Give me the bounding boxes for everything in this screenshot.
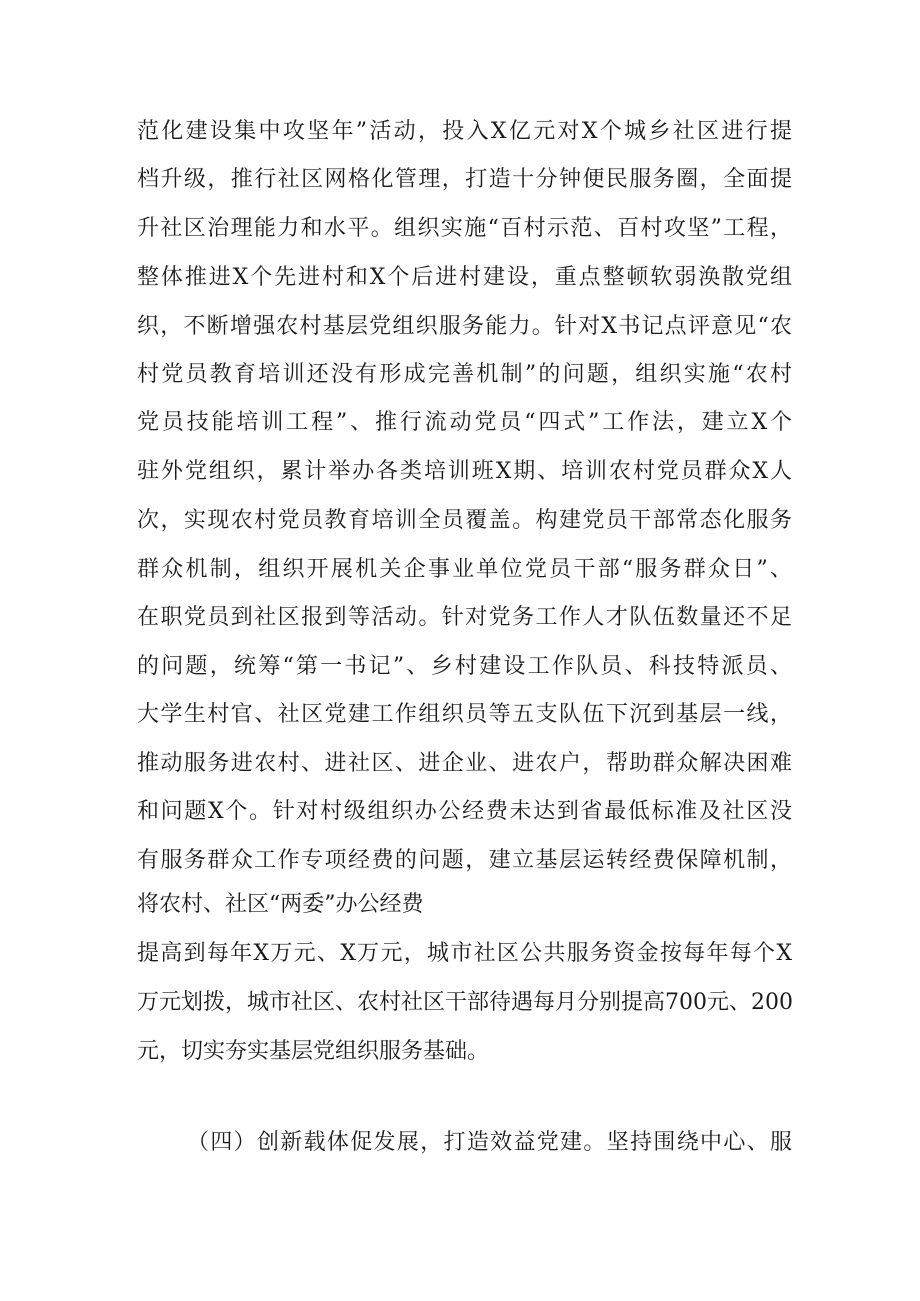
paragraph-line: 提高到每年X万元、X万元，城市社区公共服务资金按每年每个X	[137, 941, 792, 966]
paragraph-line: 大学生村官、社区党建工作组织员等五支队伍下沉到基层一线，	[137, 702, 792, 727]
paragraph-line: 将农村、社区“两委”办公经费	[137, 892, 424, 917]
paragraph-line: 次，实现农村党员教育培训全员覆盖。构建党员干部常态化服务	[137, 508, 792, 533]
paragraph-line: 驻外党组织，累计举办各类培训班X期、培训农村党员群众X人	[137, 459, 792, 484]
paragraph-line: 范化建设集中攻坚年”活动，投入X亿元对X个城乡社区进行提	[137, 119, 792, 144]
paragraph-line: 元，切实夯实基层党组织服务基础。	[137, 1039, 490, 1064]
paragraph-line: 在职党员到社区报到等活动。针对党务工作人才队伍数量还不足	[137, 605, 792, 630]
paragraph-line: 和问题X个。针对村级组织办公经费未达到省最低标准及社区没	[137, 799, 792, 824]
paragraph-line: 村党员教育培训还没有形成完善机制”的问题，组织实施“农村	[137, 362, 792, 387]
paragraph-line: 的问题，统筹“第一书记”、乡村建设工作队员、科技特派员、	[137, 654, 792, 679]
paragraph-line: 升社区治理能力和水平。组织实施“百村示范、百村攻坚”工程，	[137, 216, 792, 241]
paragraph-line: 推动服务进农村、进社区、进企业、进农户，帮助群众解决困难	[137, 751, 792, 776]
paragraph-line: 群众机制，组织开展机关企事业单位党员干部“服务群众日”、	[137, 557, 792, 582]
paragraph-line: 档升级，推行社区网格化管理，打造十分钟便民服务圈，全面提	[137, 167, 792, 192]
paragraph-line: 整体推进X个先进村和X个后进村建设，重点整顿软弱涣散党组	[137, 265, 792, 290]
paragraph-line: 有服务群众工作专项经费的问题，建立基层运转经费保障机制，	[137, 848, 792, 873]
paragraph-line: 万元划拨，城市社区、农村社区干部待遇每月分别提高700元、200	[137, 990, 793, 1015]
paragraph-line: 织，不断增强农村基层党组织服务能力。针对X书记点评意见“农	[137, 314, 792, 339]
section-heading-line: （四）创新载体促发展，打造效益党建。坚持围绕中心、服	[187, 1130, 792, 1155]
paragraph-line: 党员技能培训工程”、推行流动党员“四式”工作法，建立X个	[137, 410, 792, 435]
